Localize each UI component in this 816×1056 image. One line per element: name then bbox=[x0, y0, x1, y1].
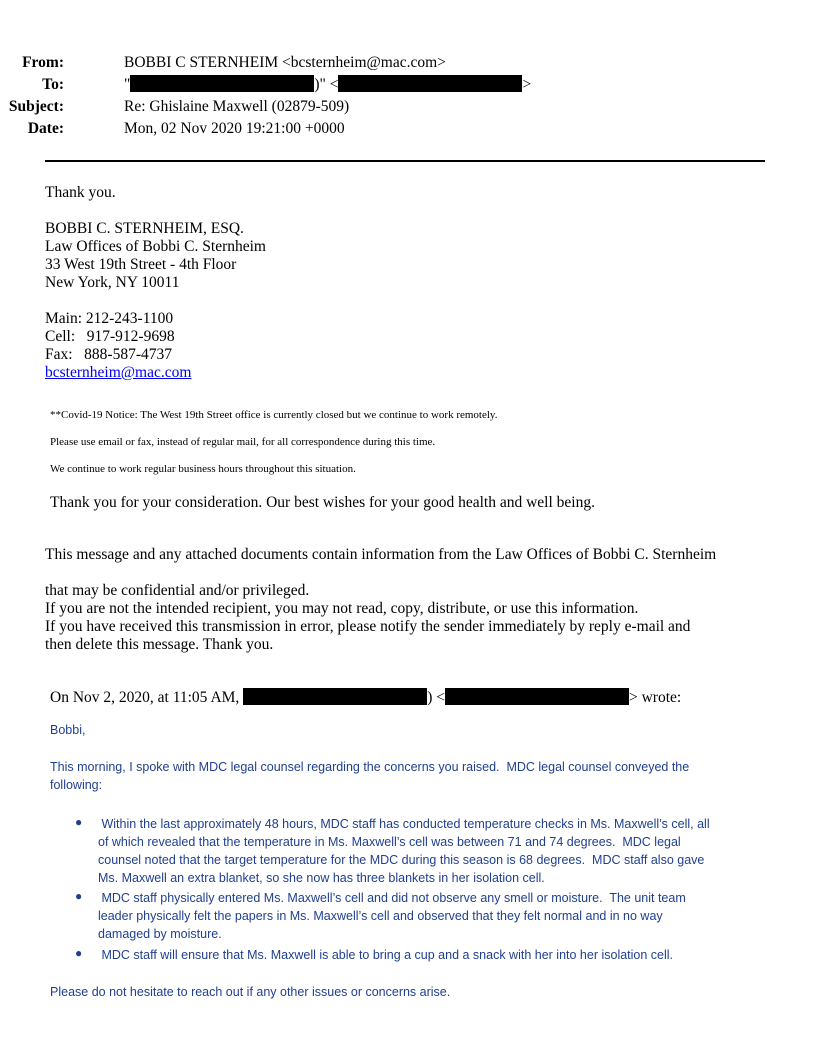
bullet1-line3: counsel noted that the target temperature for the MDC during this season is 68 degrees. MDC staff also gave bbox=[98, 853, 705, 867]
redaction-to-email bbox=[338, 75, 522, 92]
covid-notice-line2: Please use email or fax, instead of regular mail, for all correspondence during this time. bbox=[50, 436, 436, 448]
to-open-quote: " bbox=[124, 76, 131, 93]
bullet2-line1: MDC staff physically entered Ms. Maxwell’s cell and did not observe any smell or moisture. The unit team bbox=[98, 891, 686, 905]
bullet-icon: ● bbox=[75, 815, 83, 829]
subject-label: Subject: bbox=[8, 98, 64, 115]
signature-cell-phone: Cell: 917-912-9698 bbox=[45, 328, 175, 345]
from-value: BOBBI C STERNHEIM <bcsternheim@mac.com> bbox=[124, 54, 446, 71]
disclaimer-line4: If you have received this transmission in error, please notify the sender immediately by reply e-mail and bbox=[45, 618, 691, 635]
quoted-intro-line1: This morning, I spoke with MDC legal counsel regarding the concerns you raised. MDC legal counsel conveyed the bbox=[50, 760, 690, 774]
covid-notice-line3: We continue to work regular business hours throughout this situation. bbox=[50, 463, 356, 475]
bullet3-line1: MDC staff will ensure that Ms. Maxwell is able to bring a cup and a snack with her into her isolation cell. bbox=[98, 948, 674, 962]
quote-attribution bbox=[50, 688, 681, 707]
disclaimer-line5: then delete this message. Thank you. bbox=[45, 636, 274, 653]
redaction-sender-name bbox=[243, 688, 427, 705]
from-label: From: bbox=[22, 54, 64, 71]
date-label: Date: bbox=[27, 120, 64, 137]
bullet2-line2: leader physically felt the papers in Ms. Maxwell’s cell and observed that they felt normal and in no way bbox=[98, 909, 663, 923]
quoted-closing: Please do not hesitate to reach out if any other issues or concerns arise. bbox=[50, 985, 451, 999]
to-close: > bbox=[522, 76, 532, 93]
signature-fax: Fax: 888-587-4737 bbox=[45, 346, 173, 363]
to-label: To: bbox=[42, 76, 64, 93]
signature-street: 33 West 19th Street - 4th Floor bbox=[45, 256, 237, 273]
attribution-mid: ) < bbox=[427, 689, 445, 706]
signature-firm: Law Offices of Bobbi C. Sternheim bbox=[45, 238, 266, 255]
quoted-intro-line2: following: bbox=[50, 778, 103, 792]
redaction-sender-email bbox=[445, 688, 629, 705]
subject-value: Re: Ghislaine Maxwell (02879-509) bbox=[124, 98, 350, 115]
bullet-icon: ● bbox=[75, 946, 83, 960]
attribution-end: > wrote: bbox=[628, 689, 682, 706]
header-divider bbox=[45, 160, 765, 162]
bullet1-line1: Within the last approximately 48 hours, MDC staff has conducted temperature checks in Ms. Maxwell’s cell, all bbox=[98, 817, 710, 831]
signature-main-phone: Main: 212-243-1100 bbox=[45, 310, 174, 327]
disclaimer-line3: If you are not the intended recipient, you may not read, copy, distribute, or use this information. bbox=[45, 600, 639, 617]
covid-notice-line1: **Covid-19 Notice: The West 19th Street office is currently closed but we continue to work remotely. bbox=[50, 409, 498, 421]
bullet1-line4: Ms. Maxwell an extra blanket, so she now has three blankets in her isolation cell. bbox=[98, 871, 545, 885]
signature-email-link[interactable]: bcsternheim@mac.com bbox=[45, 364, 192, 381]
signature-name: BOBBI C. STERNHEIM, ESQ. bbox=[45, 220, 244, 237]
quoted-greeting: Bobbi, bbox=[50, 723, 86, 737]
redaction-to-name bbox=[130, 75, 314, 92]
to-mid: )" < bbox=[314, 76, 339, 93]
bullet2-line3: damaged by moisture. bbox=[98, 927, 222, 941]
attribution-start: On Nov 2, 2020, at 11:05 AM, bbox=[50, 689, 240, 706]
date-value: Mon, 02 Nov 2020 19:21:00 +0000 bbox=[124, 120, 345, 137]
disclaimer-line1: This message and any attached documents contain information from the Law Offices of Bobbi C. Sternheim bbox=[45, 546, 717, 563]
reply-greeting: Thank you. bbox=[45, 184, 116, 201]
disclaimer-line2: that may be confidential and/or privileged. bbox=[45, 582, 310, 599]
to-value bbox=[124, 74, 531, 96]
bullet1-line2: of which revealed that the temperature in Ms. Maxwell’s cell was between 71 and 74 degrees. MDC legal bbox=[98, 835, 681, 849]
signature-city: New York, NY 10011 bbox=[45, 274, 180, 291]
bullet-icon: ● bbox=[75, 889, 83, 903]
wishes-line: Thank you for your consideration. Our best wishes for your good health and well being. bbox=[50, 494, 595, 511]
